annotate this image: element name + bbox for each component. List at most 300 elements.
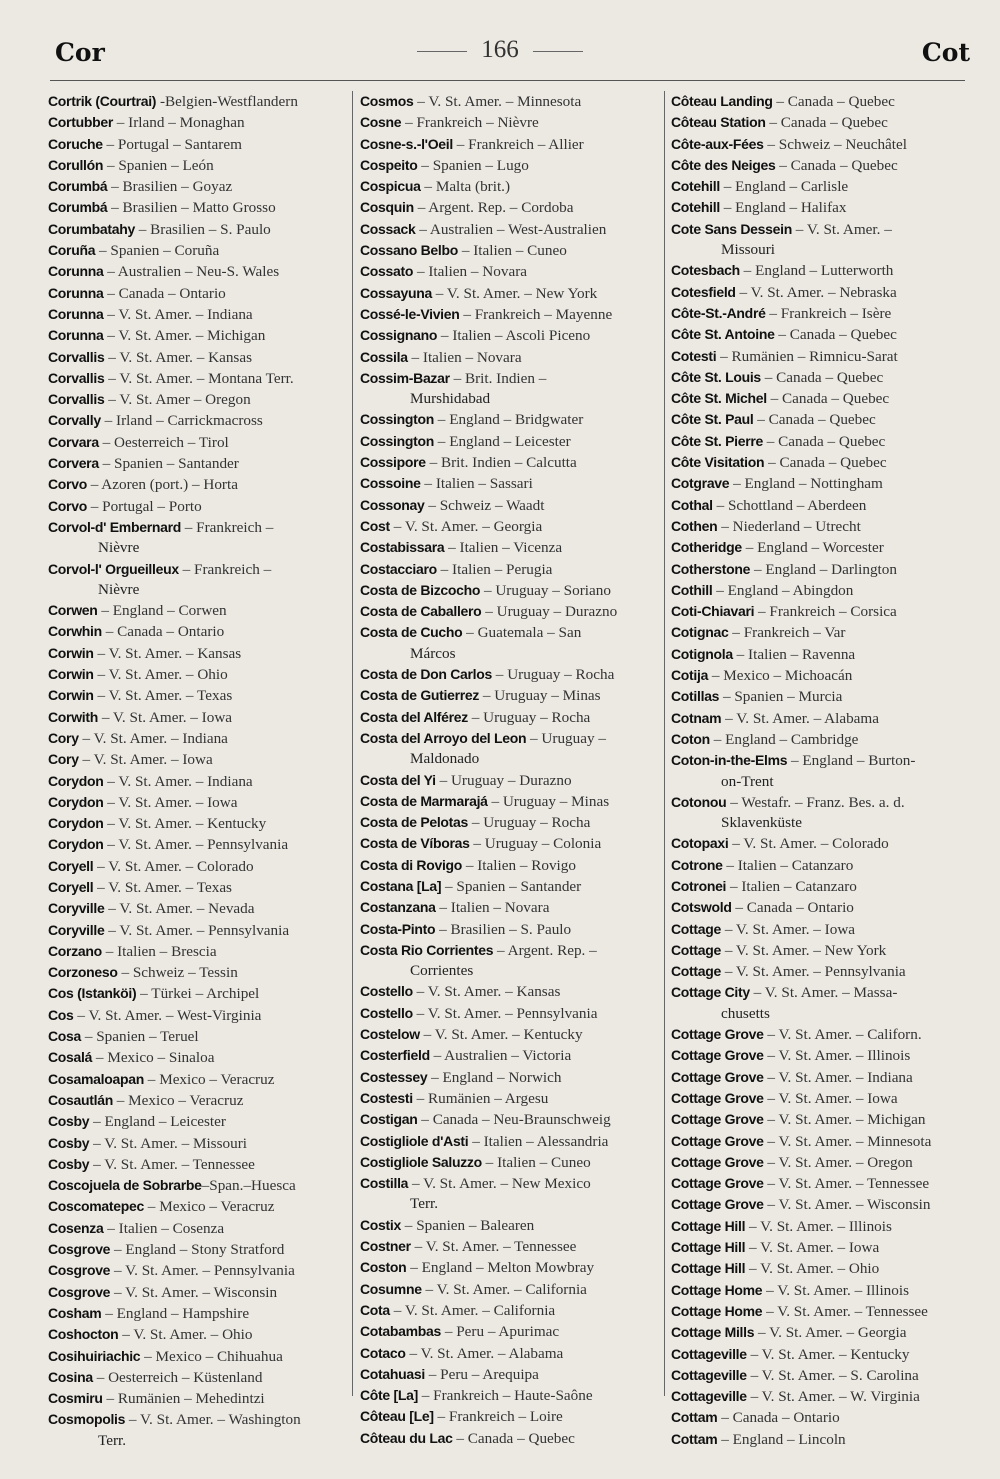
place-location: – Peru – Apurimac (441, 1323, 560, 1341)
place-location: – Uruguay – Soriano (480, 581, 611, 599)
right-running-head: Cot (921, 38, 970, 67)
place-name: Cottage Home (671, 1302, 763, 1319)
place-name: Cottage Hill (671, 1239, 746, 1256)
place-location: – Italien – Rovigo (462, 856, 576, 874)
place-name: Coscomatepec (48, 1198, 144, 1215)
place-location: – V. St. Amer. – (791, 220, 892, 238)
gazetteer-entry (48, 920, 348, 941)
place-name: Cotherstone (671, 560, 751, 577)
place-location: – V. St. Amer. – Iowa (98, 708, 233, 726)
place-name: Coruche (48, 135, 103, 152)
gazetteer-entry (48, 176, 348, 197)
column-1 (48, 91, 348, 1451)
place-name: Coti-Chiavari (671, 603, 755, 620)
place-name: Corumbá (48, 199, 108, 216)
gazetteer-entry (671, 1024, 967, 1045)
place-location: – Portugal – Santarem (102, 135, 242, 153)
place-name: Cottage Grove (671, 1111, 764, 1128)
place-location: – V. St. Amer. – S. Carolina (746, 1366, 919, 1384)
gazetteer-entry (360, 112, 662, 133)
place-location: – Brasilien – S. Paulo (134, 220, 271, 238)
place-location: – Spanien – Coruña (95, 242, 220, 260)
gazetteer-entry (48, 877, 348, 898)
place-location: – V. St. Amer. – Oregon (763, 1153, 913, 1171)
gazetteer-entry (48, 283, 348, 304)
gazetteer-entry (48, 898, 348, 919)
place-location: – Canada – Neu-Braunschweig (417, 1111, 611, 1129)
gazetteer-entry (48, 1282, 348, 1303)
place-location: – England – Burton- (787, 752, 916, 770)
place-location: – England – Lutterworth (739, 262, 894, 280)
place-name: Cossack (360, 220, 416, 237)
place-location: – V. St. Amer. – Ohio (745, 1260, 880, 1278)
gazetteer-entry (671, 580, 967, 601)
place-location: – England – Lincoln (717, 1430, 846, 1448)
gazetteer-entry (671, 559, 967, 580)
place-location: – V. St. Amer – Oregon (104, 391, 251, 409)
gazetteer-entry (671, 833, 967, 854)
gazetteer-entry (48, 1324, 348, 1345)
place-location: – England – Cambridge (709, 730, 859, 748)
place-location: – Argent. Rep. – Cordoba (413, 199, 574, 217)
place-name: Corzoneso (48, 964, 118, 981)
place-location: – Mexico – Veracruz (144, 1198, 275, 1216)
place-location: – Frankreich – Allier (452, 135, 584, 153)
place-name: Coscojuela de Sobrarbe (48, 1177, 202, 1194)
place-location: – V. St. Amer. – California (389, 1301, 556, 1319)
gazetteer-entry (48, 728, 348, 749)
place-location: – Mexico – Veracruz (112, 1091, 244, 1109)
place-location: – Uruguay – Rocha (492, 666, 615, 684)
gazetteer-entry (48, 771, 348, 792)
place-name: Cortubber (48, 114, 113, 131)
place-name: Cosne-s.-l'Oeil (360, 135, 453, 152)
place-location-continued: Missouri (721, 241, 776, 259)
gazetteer-entry (360, 1343, 662, 1364)
place-location: – Canada – Ontario (101, 623, 225, 641)
place-location: – Rumänien – Argesu (412, 1089, 549, 1107)
place-name: Côteau du Lac (360, 1429, 453, 1446)
gazetteer-entry (48, 1303, 348, 1324)
place-name: Corvo (48, 497, 87, 514)
gazetteer-entry (671, 665, 967, 686)
gazetteer-entry (671, 134, 967, 155)
gazetteer-entry (48, 685, 348, 706)
place-name: Corydon (48, 836, 104, 853)
gazetteer-entry (360, 833, 662, 854)
gazetteer-entry (48, 962, 348, 983)
place-location: – England – Leicester (434, 432, 571, 450)
place-location: – V. St. Amer. – Tennessee (762, 1302, 928, 1320)
place-location: –Span.–Huesca (201, 1177, 296, 1195)
place-location: – England – Corwen (97, 602, 227, 620)
gazetteer-entry (48, 1133, 348, 1154)
place-location: – Italien – Ravenna (732, 645, 856, 663)
gazetteer-entry (48, 1196, 348, 1217)
place-name: Côte St. Paul (671, 411, 754, 428)
place-name: Corunna (48, 305, 104, 322)
place-name: Cotheridge (671, 539, 742, 556)
place-name: Côteau [Le] (360, 1408, 434, 1425)
gazetteer-entry (48, 813, 348, 834)
place-name: Costa de Don Carlos (360, 666, 492, 683)
gazetteer-entry (48, 261, 348, 282)
gazetteer-entry (671, 1429, 967, 1450)
place-name: Côte [La] (360, 1387, 418, 1404)
gazetteer-entry (671, 473, 967, 494)
place-location: – V. St. Amer. – Minnesota (413, 93, 582, 110)
gazetteer-entry (48, 941, 348, 962)
place-location-continued: Nièvre (98, 539, 140, 557)
gazetteer-entry (671, 876, 967, 897)
place-name: Côte St. Antoine (671, 326, 775, 343)
gazetteer-entry (360, 134, 662, 155)
place-name: Corvara (48, 433, 99, 450)
gazetteer-entry (671, 729, 967, 750)
place-location: – Oesterreich – Küstenland (92, 1368, 263, 1386)
place-location: – Brit. Indien – (449, 369, 547, 387)
gazetteer-entry (671, 1173, 967, 1194)
gazetteer-entry (671, 324, 967, 345)
place-name: Coton-in-the-Elms (671, 752, 788, 769)
place-name: Cottage (671, 963, 722, 980)
place-location: – Frankreich – Haute-Saône (417, 1387, 593, 1405)
gazetteer-entry (671, 1344, 967, 1365)
place-location: – V. St. Amer. – Illinois (745, 1217, 892, 1235)
place-name: Cotonou (671, 793, 727, 810)
place-name: Cottage (671, 941, 722, 958)
place-name: Côteau Station (671, 114, 766, 131)
place-name: Côte des Neiges (671, 156, 776, 173)
place-location: – V. St. Amer. – Tennessee (763, 1175, 930, 1193)
place-name: Cotehill (671, 199, 720, 216)
place-name: Cottam (671, 1409, 718, 1426)
gazetteer-entry (360, 261, 662, 282)
place-name: Cory (48, 751, 79, 768)
place-location: – Australien – West-Australien (415, 220, 607, 238)
place-name: Coton (671, 730, 710, 747)
place-name: Cosne (360, 114, 402, 131)
gazetteer-entry (360, 1088, 662, 1109)
place-name: Cossipore (360, 454, 426, 471)
place-name: Cottage Grove (671, 1026, 764, 1043)
place-location: – Canada – Ontario (103, 284, 226, 302)
gazetteer-entry (671, 644, 967, 665)
gazetteer-entry (671, 1194, 967, 1215)
gazetteer-entry (671, 1301, 967, 1322)
gazetteer-entry (671, 1131, 967, 1152)
place-location: – Canada – Quebec (775, 156, 898, 174)
place-name: Costa Rio Corrientes (360, 941, 494, 958)
place-location: – V. St. Amer. – Iowa (78, 751, 213, 769)
place-name: Cossato (360, 263, 414, 280)
gazetteer-entry (360, 1300, 662, 1321)
place-location: – Frankreich – Loire (433, 1408, 563, 1426)
place-name: Cotronei (671, 877, 727, 894)
place-location: – England – Halifax (719, 199, 847, 217)
place-name: Cottageville (671, 1388, 747, 1405)
place-location: – V. St. Amer. – Nevada (104, 900, 255, 918)
place-location: – Westafr. – Franz. Bes. a. d. (726, 793, 905, 811)
place-name: Cotaco (360, 1344, 406, 1361)
place-name: Costa del Yi (360, 771, 436, 788)
place-location-continued: Sklavenküste (721, 814, 802, 832)
place-location: – V. St. Amer. – Iowa (103, 793, 238, 811)
place-location: – Spanien – Santander (98, 455, 239, 473)
place-name: Corwhin (48, 623, 102, 640)
place-location: – Brasilien – Goyaz (107, 178, 233, 196)
gazetteer-entry (48, 1367, 348, 1388)
place-name: Corvallis (48, 369, 105, 386)
gazetteer-entry (360, 283, 662, 304)
place-location: – V. St. Amer. – Colorado (728, 835, 889, 853)
place-location: – Irland – Monaghan (112, 114, 245, 132)
gazetteer-entry (48, 368, 348, 389)
gazetteer-entry (360, 516, 662, 537)
place-name: Corumbatahy (48, 220, 135, 237)
place-name: Cottage Grove (671, 1132, 764, 1149)
place-name: Corvally (48, 412, 101, 429)
gazetteer-entry (671, 601, 967, 622)
gazetteer-entry (671, 1045, 967, 1066)
place-name: Cotabambas (360, 1323, 442, 1340)
place-location-continued: Maldonado (410, 750, 480, 768)
place-name: Corydon (48, 772, 104, 789)
gazetteer-entry (671, 855, 967, 876)
place-location: – Uruguay – Durazno (481, 603, 618, 621)
place-location: – V. St. Amer. – Minnesota (763, 1132, 932, 1150)
gazetteer-entry (360, 1321, 662, 1342)
place-location: – V. St. Amer. – Tennessee (410, 1238, 577, 1256)
place-location: – V. St. Amer. – Pennsylvania (721, 963, 906, 981)
place-name: Costa de Pelotas (360, 814, 469, 831)
place-location: – Uruguay – (526, 729, 606, 747)
place-location: – Canada – Quebec (774, 326, 897, 344)
gazetteer-entry (48, 1005, 348, 1026)
gazetteer-entry (48, 517, 348, 559)
place-location: – Schweiz – Tessin (117, 964, 238, 982)
gazetteer-entry (360, 559, 662, 580)
column-divider (352, 91, 353, 1396)
gazetteer-entry (671, 155, 967, 176)
gazetteer-entry (671, 91, 967, 112)
place-name: Cottage Grove (671, 1196, 764, 1213)
place-location: – Italien – Cuneo (458, 242, 567, 260)
place-location: – Guatemala – San (462, 624, 582, 642)
place-name: Cotrone (671, 856, 723, 873)
place-name: Corvol-d' Embernard (48, 518, 181, 535)
gazetteer-entry (48, 134, 348, 155)
place-name: Cottage (671, 920, 722, 937)
place-name: Corvera (48, 455, 99, 472)
gazetteer-entry (360, 91, 662, 112)
gazetteer-entry (671, 940, 967, 961)
place-location: – Italien – Ascoli Piceno (437, 327, 591, 345)
place-name: Cottageville (671, 1345, 747, 1362)
place-name: Corwin (48, 687, 94, 704)
place-location-continued: Márcos (410, 644, 456, 662)
gazetteer-entry (360, 1428, 662, 1449)
gazetteer-entry (671, 1258, 967, 1279)
place-name: Cost (360, 517, 390, 534)
place-location: – Uruguay – Colonia (469, 835, 602, 853)
gazetteer-entry (671, 1216, 967, 1237)
place-name: Cosmopolis (48, 1411, 126, 1428)
place-location: – V. St. Amer. – Indiana (103, 305, 253, 323)
place-name: Cosalá (48, 1049, 93, 1066)
gazetteer-entry (360, 1215, 662, 1236)
place-location: – Mexico – Veracruz (144, 1070, 275, 1088)
gazetteer-entry (48, 474, 348, 495)
gazetteer-entry (360, 728, 662, 770)
gazetteer-entry (48, 707, 348, 728)
place-name: Corumbá (48, 178, 108, 195)
place-name: Cosumne (360, 1280, 422, 1297)
place-location: – V. St. Amer. – New York (432, 284, 598, 302)
place-name: Côte St. Michel (671, 390, 767, 407)
place-location: – Canada – Quebec (762, 432, 886, 450)
gazetteer-entry (671, 431, 967, 452)
gazetteer-entry (360, 1067, 662, 1088)
place-location: – England – Stony Stratford (110, 1241, 285, 1259)
place-location: – Frankreich – Nièvre (401, 114, 539, 132)
place-name: Costa del Arroyo del Leon (360, 729, 527, 746)
column-3 (671, 91, 967, 1450)
gazetteer-entry (360, 1364, 662, 1385)
gazetteer-entry (360, 219, 662, 240)
gazetteer-entry (48, 1047, 348, 1068)
gazetteer-entry (671, 919, 967, 940)
gazetteer-entry (671, 303, 967, 324)
place-name: Cosquin (360, 199, 414, 216)
place-name: Costesti (360, 1089, 413, 1106)
place-location: – V. St. Amer. – Kentucky (103, 815, 267, 833)
gazetteer-entry (360, 1024, 662, 1045)
place-location: – V. St. Amer. – Tennessee (89, 1155, 255, 1173)
place-location: – Frankreich – (178, 560, 272, 578)
gazetteer-entry (48, 643, 348, 664)
place-name: Corullón (48, 156, 104, 173)
place-name: Costacciaro (360, 560, 437, 577)
place-location: – Italien – Novara (407, 348, 522, 366)
place-location: – England – Nottingham (729, 475, 883, 493)
place-name: Cottage City (671, 984, 750, 1001)
gazetteer-entry (671, 409, 967, 430)
place-location: – V. St. Amer. – Michigan (103, 327, 266, 345)
gazetteer-entry (48, 1388, 348, 1409)
gazetteer-entry (360, 1173, 662, 1215)
gazetteer-entry (360, 452, 662, 473)
place-name: Coryell (48, 878, 94, 895)
gazetteer-entry (360, 855, 662, 876)
place-name: Costa di Rovigo (360, 856, 463, 873)
place-name: Costanzana (360, 899, 436, 916)
place-name: Coryell (48, 857, 94, 874)
gazetteer-entry (48, 559, 348, 601)
place-location: – Italien – Cosenza (103, 1219, 225, 1237)
place-name: Costilla (360, 1175, 409, 1192)
place-location: – V. St. Amer. – Alabama (721, 709, 879, 727)
place-location: – Frankreich – Corsica (754, 603, 897, 621)
place-location: – V. St. Amer. – Kansas (412, 983, 561, 1001)
gazetteer-entry (48, 1090, 348, 1111)
place-name: Corvo (48, 476, 87, 493)
place-location: – V. St. Amer. – Nebraska (735, 283, 897, 301)
gazetteer-entry (48, 621, 348, 642)
place-location: – Brit. Indien – Calcutta (425, 454, 577, 472)
place-location: – V. St. Amer. – Ohio (93, 666, 228, 684)
place-name: Cortrik (Courtrai) (48, 93, 157, 109)
place-location: – England – Carlisle (719, 178, 849, 196)
place-location: – Mexico – Chihuahua (140, 1347, 283, 1365)
place-location: – Canada – Quebec (764, 454, 887, 472)
gazetteer-entry (360, 155, 662, 176)
gazetteer-entry (48, 749, 348, 770)
place-name: Côte-aux-Fées (671, 135, 764, 152)
place-name: Cotesti (671, 347, 717, 364)
place-name: Cosamaloapan (48, 1070, 144, 1087)
gazetteer-entry (671, 686, 967, 707)
gazetteer-entry (360, 537, 662, 558)
place-name: Cotija (671, 667, 709, 684)
place-location-continued: Murshidabad (410, 390, 491, 408)
place-name: Corvol-l' Orgueilleux (48, 560, 179, 577)
gazetteer-entry (671, 1067, 967, 1088)
place-location: – Brasilien – S. Paulo (435, 920, 572, 938)
place-location: – V. St. Amer. – Ohio (118, 1326, 253, 1344)
gazetteer-entry (671, 516, 967, 537)
gazetteer-entry (360, 601, 662, 622)
gazetteer-entry (48, 197, 348, 218)
place-location-continued: Terr. (410, 1195, 439, 1213)
gazetteer-entry (360, 1152, 662, 1173)
gazetteer-entry (48, 1069, 348, 1090)
place-name: Cotahuasi (360, 1365, 425, 1382)
place-location: – V. St. Amer. – Kansas (93, 644, 242, 662)
place-location: – Malta (brit.) (420, 178, 511, 196)
place-name: Cossila (360, 348, 408, 365)
place-name: Costerfield (360, 1047, 430, 1064)
gazetteer-entry (360, 580, 662, 601)
place-location: – Australien – Victoria (429, 1047, 572, 1065)
gazetteer-entry (360, 495, 662, 516)
place-location: – V. St. Amer. – Californ. (763, 1026, 922, 1044)
place-location: – V. St. Amer. – Pennsylvania (103, 836, 289, 854)
place-location: – Italien – Novara (435, 899, 550, 917)
place-name: Corwin (48, 666, 94, 683)
gazetteer-entry (48, 983, 348, 1004)
place-name: Cosihuiriachic (48, 1347, 141, 1364)
place-name: Cothill (671, 581, 713, 598)
place-location: – Australien – Neu-S. Wales (103, 263, 280, 281)
place-location: – Spanien – Lugo (417, 156, 529, 174)
gazetteer-entry (48, 410, 348, 431)
gazetteer-entry (671, 495, 967, 516)
place-location: – V. St. Amer. – Pennsylvania (110, 1262, 295, 1280)
gazetteer-entry (671, 452, 967, 473)
place-location: – V. St. Amer. – Illinois (763, 1047, 911, 1065)
place-location: – V. St. Amer. – Missouri (89, 1134, 247, 1152)
gazetteer-entry (360, 707, 662, 728)
place-location: – Canada – Quebec (753, 411, 876, 429)
place-location: – Italien – Brescia (101, 942, 217, 960)
gazetteer-entry (671, 792, 967, 834)
place-location: – Schweiz – Waadt (424, 496, 545, 514)
place-name: Corunna (48, 284, 104, 301)
gazetteer-entry (360, 1257, 662, 1278)
place-name: Cothen (671, 517, 718, 534)
gazetteer-entry (48, 155, 348, 176)
